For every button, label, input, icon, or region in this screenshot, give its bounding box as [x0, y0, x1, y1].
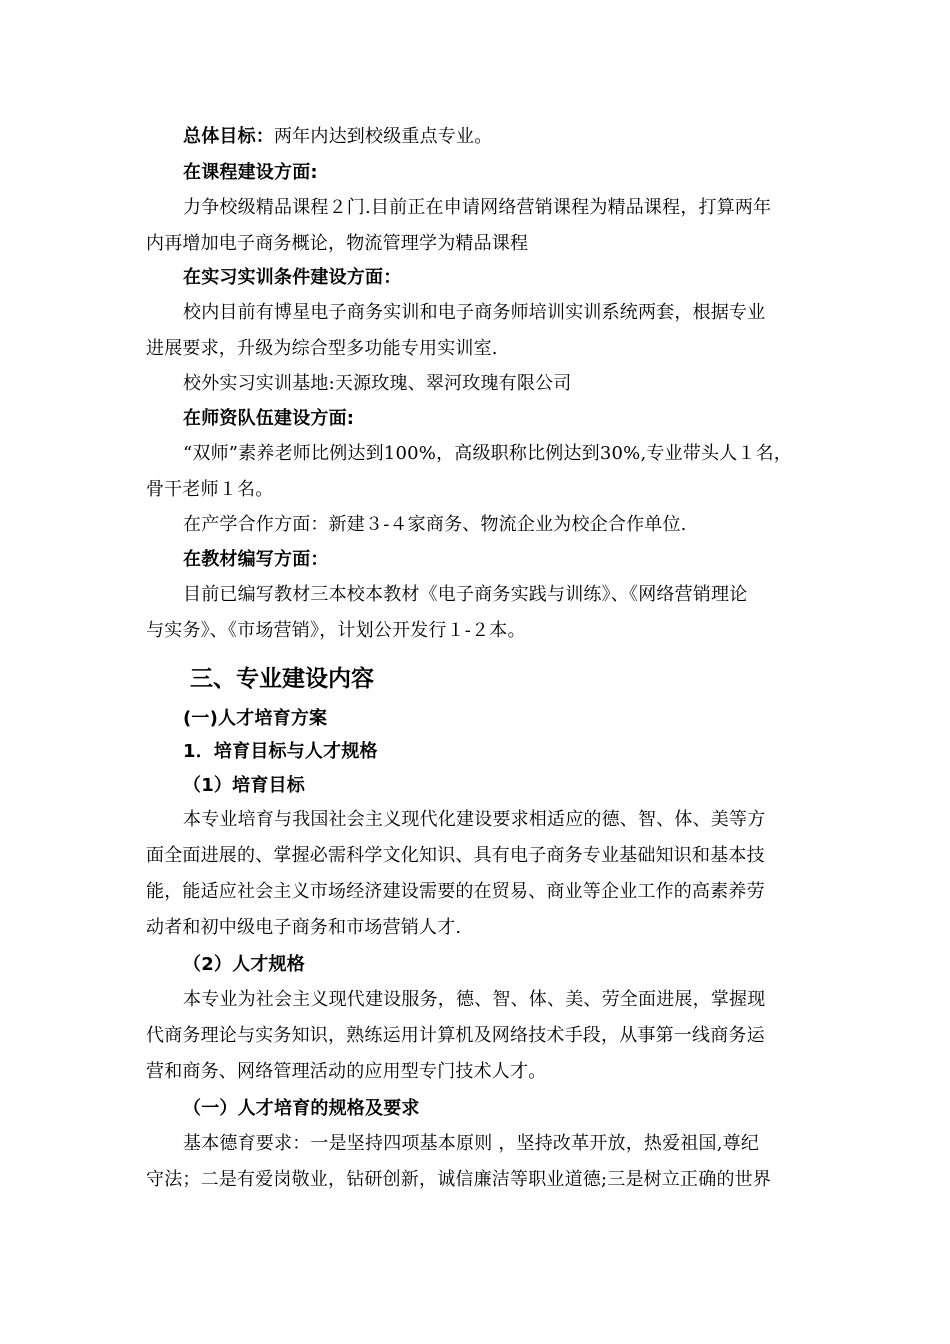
paragraph-line: 守法；二是有爱岗敬业，钻研创新，诚信廉洁等职业道德;三是树立正确的世界	[146, 1169, 772, 1190]
paragraph-line: 校内目前有博星电子商务实训和电子商务师培训实训系统两套，根据专业	[183, 302, 766, 323]
paragraph-line: 在产学合作方面：新建３-４家商务、物流企业为校企合作单位.	[183, 514, 687, 535]
section-title: 三、专业建设内容	[190, 666, 374, 692]
paragraph-line: 力争校级精品课程２门.目前正在申请网络营销课程为精品课程，打算两年	[183, 197, 772, 218]
paragraph-line: 内再增加电子商务概论，物流管理学为精品课程	[146, 233, 529, 254]
paragraph-line: 代商务理论与实务知识，熟练运用计算机及网络技术手段，从事第一线商务运	[146, 1025, 765, 1046]
paragraph-line: 骨干老师１名。	[146, 479, 274, 500]
subsection-heading: （2）人才规格	[183, 954, 305, 975]
paragraph-line: 能，能适应社会主义市场经济建设需要的在贸易、商业等企业工作的高素养劳	[146, 881, 765, 902]
paragraph-line: “双师”素养老师比例达到100%，高级职称比例达到30%,专业带头人１名，	[183, 443, 792, 464]
course-construction-heading: 在课程建设方面:	[183, 162, 318, 183]
overall-goal-label: 总体目标：	[183, 126, 274, 147]
overall-goal-text: 两年内达到校级重点专业。	[274, 126, 493, 147]
textbook-heading: 在教材编写方面：	[183, 549, 329, 570]
paragraph-line: 营和商务、网络管理活动的应用型专门技术人才。	[146, 1061, 547, 1082]
subsection-heading: 1．培育目标与人才规格	[183, 741, 378, 762]
subsection-heading: （一）人才培育的规格及要求	[183, 1098, 420, 1119]
paragraph-line: 校外实习实训基地:天源玫瑰、翠河玫瑰有限公司	[183, 373, 572, 394]
subsection-heading: （1）培育目标	[183, 775, 305, 796]
paragraph-line: 基本德育要求：一是坚持四项基本原则 ，坚持改革开放，热爱祖国,尊纪	[183, 1133, 760, 1154]
paragraph-line: 目前已编写教材三本校本教材《电子商务实践与训练》、《网络营销理论	[183, 584, 748, 605]
subsection-heading: (一)人才培育方案	[183, 708, 328, 729]
paragraph-line: 与实务》、《市场营销》，计划公开发行１-２本。	[146, 620, 526, 641]
paragraph-line: 面全面进展的、掌握必需科学文化知识、具有电子商务专业基础知识和基本技	[146, 845, 765, 866]
paragraph-line: 本专业为社会主义现代建设服务，德、智、体、美、劳全面进展，掌握现	[183, 989, 766, 1010]
faculty-heading: 在师资队伍建设方面:	[183, 408, 355, 429]
training-conditions-heading: 在实习实训条件建设方面：	[183, 267, 402, 288]
paragraph-line: 本专业培育与我国社会主义现代化建设要求相适应的德、智、体、美等方	[183, 809, 766, 830]
overall-goal-line	[183, 125, 492, 149]
paragraph-line: 动者和初中级电子商务和市场营销人才.	[146, 917, 462, 938]
paragraph-line: 进展要求，升级为综合型多功能专用实训室.	[146, 338, 498, 359]
